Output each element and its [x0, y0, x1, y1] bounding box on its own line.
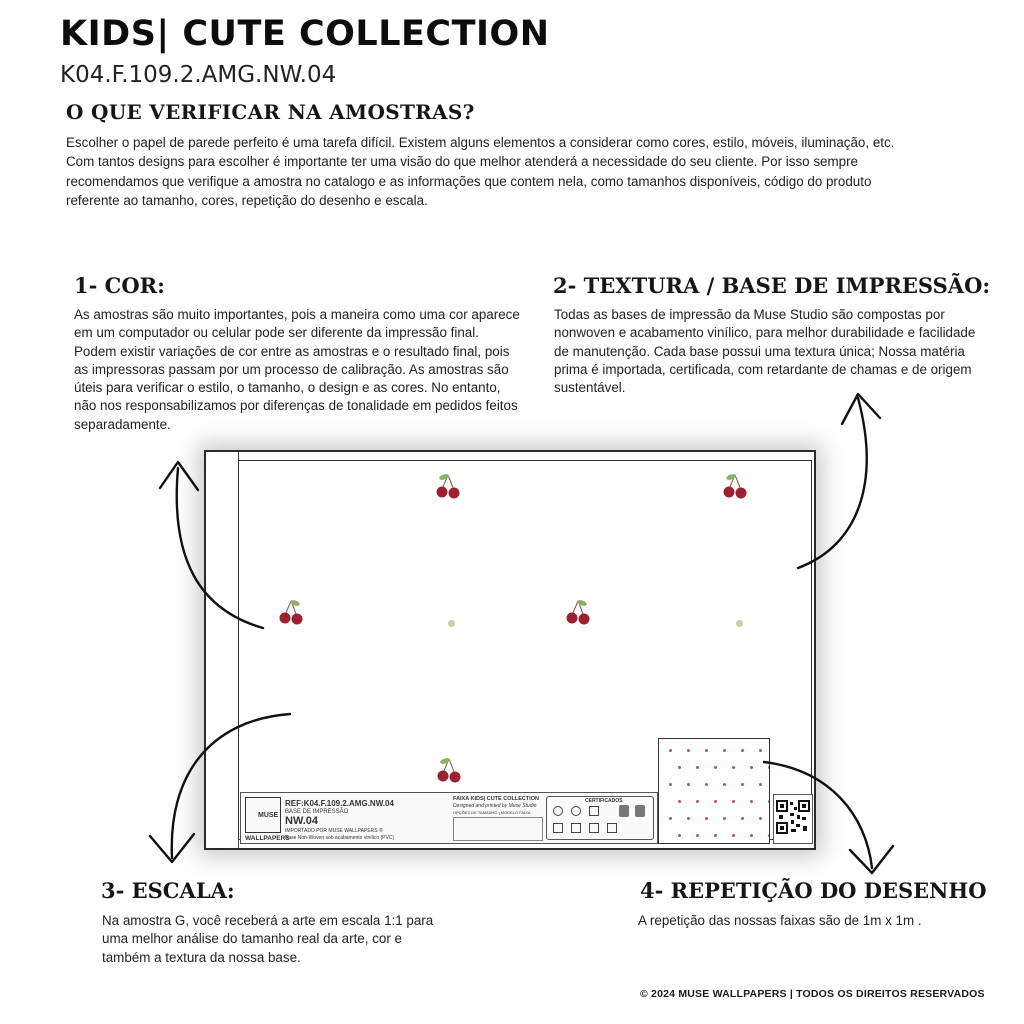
pattern-mini-cherry [750, 834, 753, 837]
scale-sample-g [658, 738, 770, 844]
page-title: KIDS| CUTE COLLECTION [60, 14, 550, 54]
cherry-icon [563, 598, 593, 628]
pattern-mini-cherry [768, 800, 770, 803]
pattern-mini-cherry [705, 783, 708, 786]
pattern-mini-cherry [696, 834, 699, 837]
product-code: K04.F.109.2.AMG.NW.04 [60, 62, 337, 88]
base-label: BASE DE IMPRESSÃO [285, 809, 349, 815]
pattern-mini-cherry [750, 800, 753, 803]
pattern-mini-cherry [768, 766, 770, 769]
section-textura-text: Todas as bases de impressão da Muse Studio são compostas por nonwoven e acabamento vinílico, para melhor durabilidade e facilidade de manutenção. Cada base possui uma textura única; Nossa matéria prima é importada, certificada, com retardante de chamas e de origem sustentável. [554, 307, 976, 396]
pattern-mini-cherry [714, 766, 717, 769]
section-escala-text: Na amostra G, você receberá a arte em escala 1:1 para uma melhor análise do tamanho real da arte, cor e também a textura da nossa base. [102, 913, 434, 965]
pattern-mini-cherry [759, 817, 762, 820]
care-icon [607, 823, 617, 833]
base-desc: Base Non-Woven sob acabamento vinílico (PVC) [285, 835, 395, 841]
base-code: NW.04 [285, 815, 319, 827]
pattern-mini-cherry [759, 783, 762, 786]
cherry-icon [276, 598, 306, 628]
certificate-badge-icon [635, 805, 645, 817]
section-escala-heading: 3- ESCALA: [101, 878, 235, 903]
pattern-mini-cherry [705, 817, 708, 820]
certificate-badge-icon [619, 805, 629, 817]
designed-by: Designed and printed by Muse Studio [453, 803, 537, 809]
intro-heading: O QUE VERIFICAR NA AMOSTRAS? [66, 100, 475, 124]
pattern-mini-cherry [714, 800, 717, 803]
cherry-icon [720, 472, 750, 502]
pattern-mini-cherry [678, 800, 681, 803]
pattern-mini-cherry [696, 766, 699, 769]
pattern-mini-cherry [687, 817, 690, 820]
imported-text: IMPORTADO POR MUSE WALLPAPERS ® [285, 828, 383, 834]
cherry-icon [433, 472, 463, 502]
qr-code [773, 794, 813, 844]
muse-logo: MUSE [245, 797, 281, 833]
brand-name: WALLPAPERS [245, 835, 290, 842]
certificate-icon [553, 806, 563, 816]
cherry-icon [434, 756, 464, 786]
pattern-mini-cherry [768, 834, 770, 837]
care-icon [571, 823, 581, 833]
collection-name: FAIXA KIDS| CUTE COLLECTION [453, 796, 539, 802]
pattern-mini-cherry [723, 783, 726, 786]
pattern-mini-cherry [741, 749, 744, 752]
pattern-mini-cherry [669, 817, 672, 820]
size-table [453, 817, 543, 841]
copyright-footer: © 2024 MUSE WALLPAPERS | TODOS OS DIREITOS RESERVADOS [640, 988, 985, 1000]
pattern-mini-cherry [750, 766, 753, 769]
care-icon [589, 823, 599, 833]
section-cor-text: As amostras são muito importantes, pois a maneira como uma cor aparece em um computador ou celular pode ser diferente da impressão final. Podem existir variações de cor entre as amostras e o resultado final, pois as impressoras passam por um processo de calibração. As amostras são úteis para verificar o estilo, o tamanho, o design e as cores. No entanto, não nos responsabilizamos por diferenças de tonalidade em pedidos feitos separadamente. [74, 307, 520, 432]
pattern-dot [448, 620, 455, 627]
pattern-mini-cherry [732, 800, 735, 803]
pattern-mini-cherry [723, 817, 726, 820]
pattern-mini-cherry [714, 834, 717, 837]
pattern-mini-cherry [678, 766, 681, 769]
pattern-mini-cherry [732, 834, 735, 837]
sample-ref: REF:K04.F.109.2.AMG.NW.04 [285, 799, 394, 808]
pattern-mini-cherry [669, 783, 672, 786]
pattern-mini-cherry [705, 749, 708, 752]
care-icon [553, 823, 563, 833]
section-repeticao-text: A repetição das nossas faixas são de 1m x 1m . [638, 913, 922, 928]
certificate-icon [589, 806, 599, 816]
intro-text: Escolher o papel de parede perfeito é uma tarefa difícil. Existem alguns elementos a considerar como cores, estilo, móveis, iluminação, etc. Com tantos designs para escolher é importante ter uma visão do que melhor atenderá a necessidade do seu cliente. Por isso sempre recomendamos que verifique a amostra no catalogo e as informações que contem nela, como tamanhos disponíveis, código do produto referente ao tamanho, cores, repetição do desenho e escala. [66, 135, 895, 208]
pattern-mini-cherry [669, 749, 672, 752]
qr-code-icon [774, 798, 812, 836]
pattern-mini-cherry [687, 783, 690, 786]
pattern-mini-cherry [741, 783, 744, 786]
pattern-mini-cherry [732, 766, 735, 769]
pattern-mini-cherry [723, 749, 726, 752]
wallpaper-sample [204, 450, 816, 850]
section-cor-heading: 1- COR: [74, 273, 165, 298]
sample-label [240, 792, 658, 844]
pattern-mini-cherry [696, 800, 699, 803]
section-textura-heading: 2- TEXTURA / BASE DE IMPRESSÃO: [553, 273, 991, 298]
section-repeticao-heading: 4- REPETIÇÃO DO DESENHO [640, 878, 987, 903]
pattern-mini-cherry [759, 749, 762, 752]
pattern-mini-cherry [678, 834, 681, 837]
certificates-box: CERTIFICADOS [546, 796, 654, 840]
size-options: OPÇÕES DE TAMANHO | MODELO FAIXA [453, 810, 531, 815]
certificate-icon [571, 806, 581, 816]
pattern-mini-cherry [687, 749, 690, 752]
pattern-mini-cherry [741, 817, 744, 820]
pattern-dot [736, 620, 743, 627]
